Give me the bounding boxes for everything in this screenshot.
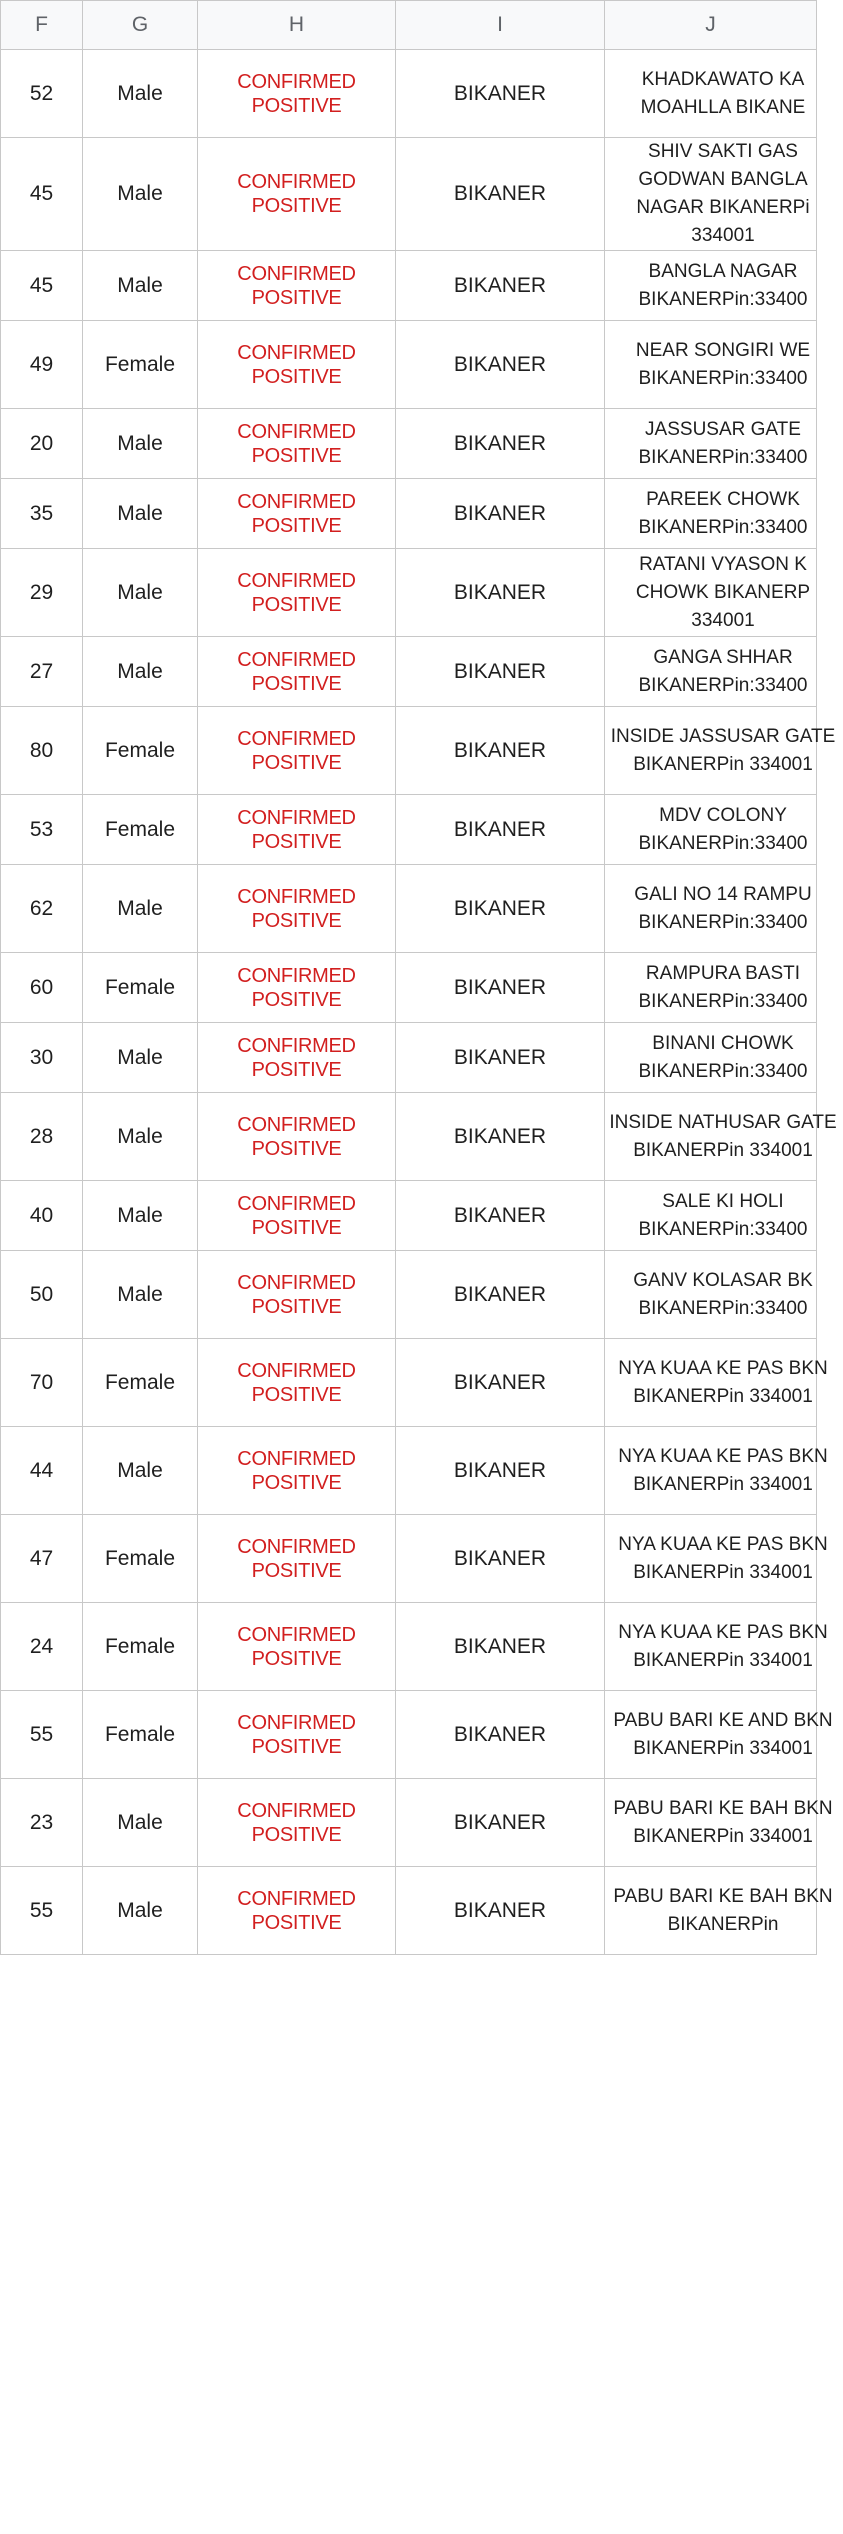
address-cell[interactable] [605, 1339, 828, 1427]
city-cell[interactable]: BIKANER [396, 795, 605, 865]
address-text: BANGLA NAGAR BIKANERPin:33400 [638, 260, 808, 310]
gender-cell[interactable]: Female [83, 953, 198, 1023]
gender-cell[interactable]: Male [83, 1779, 198, 1867]
table-row [1, 1023, 817, 1093]
status-cell[interactable]: CONFIRMED POSITIVE [198, 549, 396, 637]
city-cell[interactable]: BIKANER [396, 707, 605, 795]
address-text: GANGA SHHAR BIKANERPin:33400 [638, 646, 808, 696]
age-cell[interactable]: 53 [1, 795, 83, 865]
column-header-j[interactable]: J [605, 1, 817, 50]
age-cell[interactable]: 29 [1, 549, 83, 637]
city-cell[interactable]: BIKANER [396, 1181, 605, 1251]
address-cell[interactable] [605, 1603, 828, 1691]
address-cell[interactable] [605, 479, 817, 549]
gender-cell[interactable]: Male [83, 1251, 198, 1339]
table-row [1, 251, 817, 321]
address-cell[interactable] [605, 1023, 817, 1093]
age-cell[interactable]: 23 [1, 1779, 83, 1867]
column-header-row [1, 1, 817, 50]
age-cell[interactable]: 24 [1, 1603, 83, 1691]
gender-cell[interactable]: Female [83, 707, 198, 795]
table-row [1, 1779, 817, 1867]
address-text: GANV KOLASAR BK BIKANERPin:33400 [633, 1269, 813, 1319]
table-row [1, 1093, 817, 1181]
gender-cell[interactable]: Female [83, 1603, 198, 1691]
age-cell[interactable]: 55 [1, 1867, 83, 1955]
table-row [1, 953, 817, 1023]
gender-cell[interactable]: Male [83, 1023, 198, 1093]
address-text: PABU BARI KE BAH BKN BIKANERPin [613, 1885, 833, 1935]
address-cell[interactable] [605, 1181, 817, 1251]
age-cell[interactable]: 28 [1, 1093, 83, 1181]
table-row [1, 1339, 817, 1427]
address-cell[interactable] [605, 50, 817, 138]
gender-cell[interactable]: Male [83, 50, 198, 138]
city-cell[interactable]: BIKANER [396, 251, 605, 321]
table-row [1, 1427, 817, 1515]
status-cell[interactable]: CONFIRMED POSITIVE [198, 251, 396, 321]
status-cell[interactable]: CONFIRMED POSITIVE [198, 1181, 396, 1251]
gender-cell[interactable]: Female [83, 321, 198, 409]
city-cell[interactable]: BIKANER [396, 1515, 605, 1603]
address-cell[interactable] [605, 1093, 837, 1181]
address-cell[interactable] [605, 1515, 828, 1603]
address-cell[interactable] [605, 1427, 828, 1515]
address-cell[interactable] [605, 1251, 817, 1339]
status-cell[interactable]: CONFIRMED POSITIVE [198, 1603, 396, 1691]
status-cell[interactable]: CONFIRMED POSITIVE [198, 1339, 396, 1427]
gender-cell[interactable]: Male [83, 479, 198, 549]
address-text: INSIDE NATHUSAR GATE BIKANERPin 334001 [609, 1111, 837, 1161]
status-cell[interactable]: CONFIRMED POSITIVE [198, 953, 396, 1023]
city-cell[interactable]: BIKANER [396, 138, 605, 251]
address-text: MDV COLONY BIKANERPin:33400 [638, 804, 808, 854]
gender-cell[interactable]: Male [83, 1867, 198, 1955]
status-cell[interactable]: CONFIRMED POSITIVE [198, 479, 396, 549]
age-cell[interactable]: 30 [1, 1023, 83, 1093]
table-row [1, 1691, 817, 1779]
age-cell[interactable]: 45 [1, 138, 83, 251]
table-row [1, 1181, 817, 1251]
gender-cell[interactable]: Male [83, 549, 198, 637]
gender-cell[interactable]: Male [83, 251, 198, 321]
age-cell[interactable]: 50 [1, 1251, 83, 1339]
age-cell[interactable]: 44 [1, 1427, 83, 1515]
column-header-h[interactable]: H [198, 1, 396, 50]
age-cell[interactable]: 60 [1, 953, 83, 1023]
address-cell[interactable] [605, 865, 817, 953]
table-row [1, 1603, 817, 1691]
address-text: GALI NO 14 RAMPU BIKANERPin:33400 [634, 883, 812, 933]
table-row [1, 138, 817, 251]
city-cell[interactable]: BIKANER [396, 1603, 605, 1691]
status-cell[interactable]: CONFIRMED POSITIVE [198, 865, 396, 953]
address-text: PABU BARI KE BAH BKN BIKANERPin 334001 [613, 1797, 833, 1847]
address-cell[interactable] [605, 409, 817, 479]
address-cell[interactable] [605, 251, 817, 321]
gender-cell[interactable]: Male [83, 409, 198, 479]
address-text: SHIV SAKTI GAS GODWAN BANGLA NAGAR BIKANERPi 334001 [636, 141, 810, 246]
gender-cell[interactable]: Female [83, 795, 198, 865]
age-cell[interactable]: 45 [1, 251, 83, 321]
status-cell[interactable]: CONFIRMED POSITIVE [198, 50, 396, 138]
city-cell[interactable]: BIKANER [396, 409, 605, 479]
table-row [1, 795, 817, 865]
address-cell[interactable] [605, 637, 817, 707]
address-cell[interactable] [605, 321, 817, 409]
address-text: PABU BARI KE AND BKN BIKANERPin 334001 [613, 1709, 833, 1759]
city-cell[interactable]: BIKANER [396, 50, 605, 138]
address-text: NYA KUAA KE PAS BKN BIKANERPin 334001 [618, 1621, 828, 1671]
address-text: BINANI CHOWK BIKANERPin:33400 [638, 1032, 808, 1082]
city-cell[interactable]: BIKANER [396, 865, 605, 953]
gender-cell[interactable]: Female [83, 1691, 198, 1779]
gender-cell[interactable]: Male [83, 138, 198, 251]
address-cell[interactable] [605, 1691, 833, 1779]
table-row [1, 549, 817, 637]
city-cell[interactable]: BIKANER [396, 1093, 605, 1181]
city-cell[interactable]: BIKANER [396, 953, 605, 1023]
table-row [1, 637, 817, 707]
column-header-i[interactable]: I [396, 1, 605, 50]
table-row [1, 707, 817, 795]
address-text: NYA KUAA KE PAS BKN BIKANERPin 334001 [618, 1445, 828, 1495]
age-cell[interactable]: 20 [1, 409, 83, 479]
city-cell[interactable]: BIKANER [396, 637, 605, 707]
table-row [1, 1515, 817, 1603]
address-cell[interactable] [605, 138, 817, 251]
city-cell[interactable]: BIKANER [396, 1867, 605, 1955]
status-cell[interactable]: CONFIRMED POSITIVE [198, 795, 396, 865]
gender-cell[interactable]: Male [83, 637, 198, 707]
gender-cell[interactable]: Male [83, 1427, 198, 1515]
city-cell[interactable]: BIKANER [396, 1691, 605, 1779]
city-cell[interactable]: BIKANER [396, 1251, 605, 1339]
address-text: NEAR SONGIRI WE BIKANERPin:33400 [635, 339, 811, 389]
status-cell[interactable]: CONFIRMED POSITIVE [198, 409, 396, 479]
address-text: KHADKAWATO KA MOAHLLA BIKANE [640, 68, 806, 118]
gender-cell[interactable]: Male [83, 1181, 198, 1251]
city-cell[interactable]: BIKANER [396, 1779, 605, 1867]
gender-cell[interactable]: Female [83, 1515, 198, 1603]
address-text: JASSUSAR GATE BIKANERPin:33400 [638, 418, 808, 468]
city-cell[interactable]: BIKANER [396, 321, 605, 409]
gender-cell[interactable]: Female [83, 1339, 198, 1427]
address-cell[interactable] [605, 953, 817, 1023]
status-cell[interactable]: CONFIRMED POSITIVE [198, 1427, 396, 1515]
table-row [1, 321, 817, 409]
table-row [1, 1251, 817, 1339]
status-cell[interactable]: CONFIRMED POSITIVE [198, 321, 396, 409]
age-cell[interactable]: 55 [1, 1691, 83, 1779]
age-cell[interactable]: 70 [1, 1339, 83, 1427]
table-row [1, 865, 817, 953]
column-header-g[interactable]: G [83, 1, 198, 50]
status-cell[interactable]: CONFIRMED POSITIVE [198, 1691, 396, 1779]
age-cell[interactable]: 80 [1, 707, 83, 795]
city-cell[interactable]: BIKANER [396, 1427, 605, 1515]
table-row [1, 50, 817, 138]
age-cell[interactable]: 52 [1, 50, 83, 138]
table-row [1, 479, 817, 549]
age-cell[interactable]: 47 [1, 1515, 83, 1603]
status-cell[interactable]: CONFIRMED POSITIVE [198, 1093, 396, 1181]
column-header-f[interactable]: F [1, 1, 83, 50]
address-text: SALE KI HOLI BIKANERPin:33400 [638, 1190, 808, 1240]
age-cell[interactable]: 35 [1, 479, 83, 549]
status-cell[interactable]: CONFIRMED POSITIVE [198, 1023, 396, 1093]
status-cell[interactable]: CONFIRMED POSITIVE [198, 138, 396, 251]
status-cell[interactable]: CONFIRMED POSITIVE [198, 1515, 396, 1603]
age-cell[interactable]: 27 [1, 637, 83, 707]
city-cell[interactable]: BIKANER [396, 1339, 605, 1427]
address-cell[interactable] [605, 795, 817, 865]
address-cell[interactable] [605, 1867, 833, 1955]
gender-cell[interactable]: Male [83, 865, 198, 953]
status-cell[interactable]: CONFIRMED POSITIVE [198, 1867, 396, 1955]
address-cell[interactable] [605, 707, 836, 795]
address-text: RAMPURA BASTI BIKANERPin:33400 [638, 962, 808, 1012]
address-text: NYA KUAA KE PAS BKN BIKANERPin 334001 [618, 1533, 828, 1583]
age-cell[interactable]: 40 [1, 1181, 83, 1251]
status-cell[interactable]: CONFIRMED POSITIVE [198, 637, 396, 707]
address-cell[interactable] [605, 549, 817, 637]
city-cell[interactable]: BIKANER [396, 549, 605, 637]
status-cell[interactable]: CONFIRMED POSITIVE [198, 707, 396, 795]
status-cell[interactable]: CONFIRMED POSITIVE [198, 1251, 396, 1339]
status-cell[interactable]: CONFIRMED POSITIVE [198, 1779, 396, 1867]
age-cell[interactable]: 49 [1, 321, 83, 409]
table-row [1, 1867, 817, 1955]
address-text: RATANI VYASON K CHOWK BIKANERP 334001 [635, 553, 811, 631]
city-cell[interactable]: BIKANER [396, 479, 605, 549]
city-cell[interactable]: BIKANER [396, 1023, 605, 1093]
address-text: NYA KUAA KE PAS BKN BIKANERPin 334001 [618, 1357, 828, 1407]
age-cell[interactable]: 62 [1, 865, 83, 953]
address-text: PAREEK CHOWK BIKANERPin:33400 [638, 488, 808, 538]
address-cell[interactable] [605, 1779, 833, 1867]
gender-cell[interactable]: Male [83, 1093, 198, 1181]
address-text: INSIDE JASSUSAR GATE BIKANERPin 334001 [610, 725, 836, 775]
table-row [1, 409, 817, 479]
